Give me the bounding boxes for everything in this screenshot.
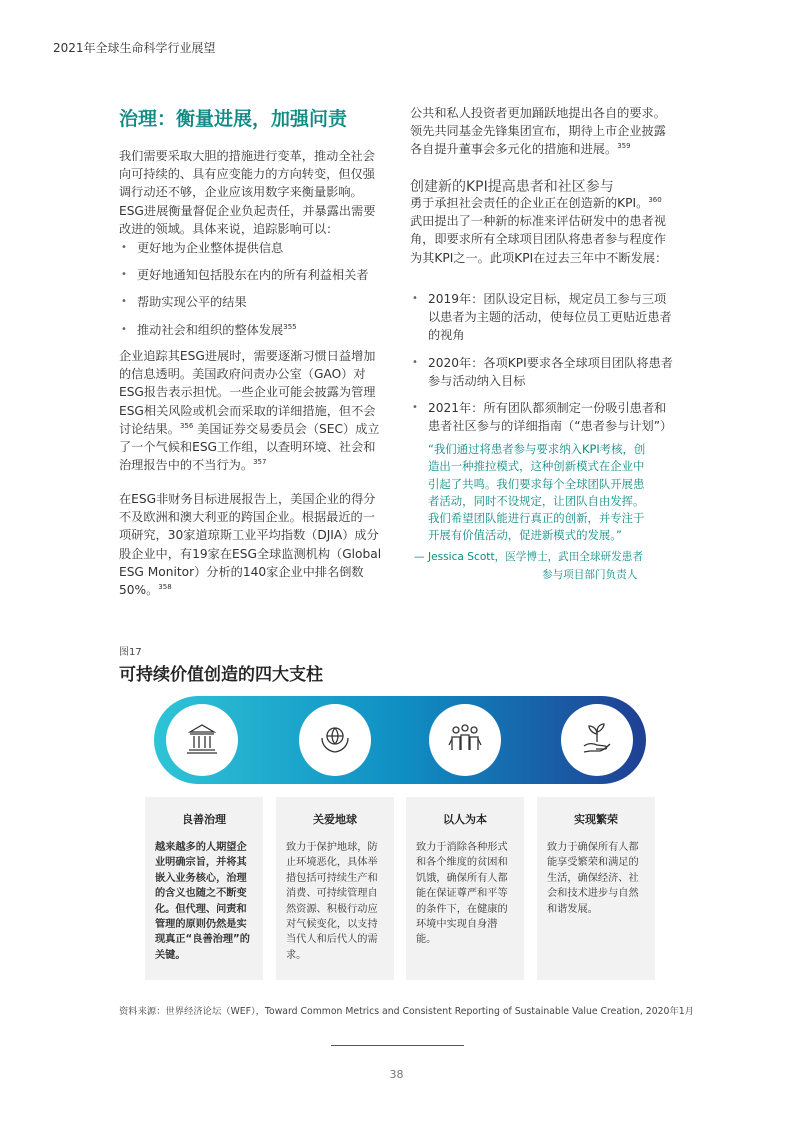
- list-item-text: 推动社会和组织的整体发展: [137, 322, 284, 337]
- list-item: • 更好地通知包括股东在内的所有利益相关者: [119, 266, 384, 284]
- gao-paragraph: [119, 347, 384, 474]
- pillar-card-text: 越来越多的人期望企业明确宗旨，并将其嵌入业务核心，治理的含义也随之不断变化。但代理、问责和管理的原则仍然是实现真正“良善治理”的关键。: [155, 842, 250, 961]
- pillar-card-title: 良善治理: [182, 813, 226, 826]
- pull-quote: “我们通过将患者参与要求纳入KPI考核，创造出一种推拉模式，这种创新模式在企业中引起了共鸣。我们要求每个全球团队开展患者活动，同时不设规定，让团队自由发挥。我们希望团队能进行真正的创新，并专注于开展有价值活动，促进新模式的发展。”: [428, 442, 646, 543]
- pillar-card-text: 致力于消除各种形式和各个维度的贫困和饥饿，确保所有人都能在保证尊严和平等的条件下，在健康的环境中实现自身潜能。: [416, 842, 508, 946]
- figure-source: 资料来源：世界经济论坛（WEF），Toward Common Metrics and Consistent Reporting of Sustainable Value Creation, 2020年1月: [119, 1006, 694, 1017]
- intro-paragraph: 我们需要采取大胆的措施进行变革，推动全社会向可持续的、具有应变能力的方向转变，但仅强调行动还不够，企业应该用数字来衡量影响。ESG进展衡量督促企业负起责任，并暴露出需要改进的领域。具体来说，追踪影响可以：: [119, 149, 376, 236]
- kpi-timeline-list: [410, 290, 678, 435]
- pillar-card-text: 致力于确保所有人都能享受繁荣和满足的生活，确保经济、社会和技术进步与自然和谐发展。: [547, 842, 639, 915]
- footnote-ref: 355: [283, 322, 297, 331]
- pillar-card-title: 实现繁荣: [574, 813, 618, 826]
- list-item: • 帮助实现公平的结果: [119, 293, 384, 311]
- pillar-card-text: 致力于保护地球，防止环境恶化，具体举措包括可持续生产和消费、可持续管理自然资源、积极行动应对气候变化，以支持当代人和后代人的需求。: [286, 842, 378, 961]
- footnote-ref: 357: [253, 458, 267, 467]
- page-number: 38: [389, 1068, 404, 1081]
- takeda-paragraph: [410, 194, 678, 267]
- pillar-card-governance: [145, 797, 263, 980]
- list-item: • 2021年：所有团队都须制定一份吸引患者和患者社区参与的详细指南（“患者参与计划”）: [410, 399, 678, 435]
- pillar-card-planet: [276, 797, 394, 980]
- pillar-card-title: 以人为本: [443, 813, 487, 826]
- pillar-card-people: [406, 797, 524, 980]
- footnote-ref: 359: [617, 142, 631, 151]
- paragraph-text: 在ESG非财务目标进展报告上，美国企业的得分不及欧洲和澳大利亚的跨国企业。根据最近的一项研究，30家道琼斯工业平均指数（DJIA）成分股企业中，有19家在ESG全球监测机构（Global ESG Monitor）分析的140家企业中排名倒数50%。: [119, 492, 382, 598]
- list-item: • 更好地为企业整体提供信息: [119, 239, 384, 257]
- list-item: • 2019年：团队设定目标，规定员工参与三项以患者为主题的活动，使每位员工更贴近患者的视角: [410, 290, 678, 345]
- pillars-band-graphic: [150, 688, 650, 792]
- paragraph-text: 武田提出了一种新的标准来评估研发中的患者视角，即要求所有全球项目团队将患者参与程度作为其KPI之一。此项KPI在过去三年中不断发展：: [410, 214, 668, 265]
- impact-bullet-list: [119, 239, 384, 339]
- paragraph-text: 勇于承担社会责任的企业正在创造新的KPI。: [410, 196, 649, 210]
- footnote-ref: 360: [648, 195, 662, 204]
- footnote-ref: 358: [158, 582, 172, 591]
- kpi-subheading: 创建新的KPI提高患者和社区参与: [410, 179, 614, 195]
- pillar-circle: [429, 704, 501, 776]
- quote-attribution-role: 参与项目部门负责人: [542, 569, 638, 581]
- pillar-card-prosperity: [537, 797, 655, 980]
- paragraph-text: 美国证券交易委员会（SEC）成立了一个气候和ESG工作组，以查明环境、社会和治理报告中的不当行为。: [119, 421, 380, 473]
- list-item: • 2020年：各项KPI要求各全球项目团队将患者参与活动纳入目标: [410, 354, 678, 390]
- pillar-circle: [299, 704, 371, 776]
- footer-divider: [331, 1045, 464, 1046]
- running-header: 2021年全球生命科学行业展望: [53, 41, 216, 55]
- paragraph-text: 公共和私人投资者更加踊跃地提出各自的要求。领先共同基金先锋集团宣布，期待上市企业披露各自提升董事会多元化的措施和进展。: [410, 106, 666, 157]
- list-item: [119, 321, 384, 339]
- figure-label: 图17: [119, 647, 142, 658]
- investor-paragraph: [410, 104, 678, 159]
- pillar-card-title: 关爱地球: [313, 813, 357, 826]
- paragraph-text: 企业追踪其ESG进展时，需要逐渐习惯日益增加的信息透明。美国政府问责办公室（GAO）对ESG报告表示担忧。一些企业可能会披露为管理ESG相关风险或机会而采取的详细措施，但不会讨论结果。: [119, 349, 376, 436]
- footnote-ref: 356: [179, 421, 194, 430]
- quote-attribution: — Jessica Scott，医学博士，武田全球研发患者: [414, 551, 643, 563]
- section-title: 治理：衡量进展，加强问责: [119, 108, 348, 130]
- dow-paragraph: [119, 490, 384, 599]
- pillar-circle: [166, 704, 238, 776]
- figure-title: 可持续价值创造的四大支柱: [119, 665, 323, 685]
